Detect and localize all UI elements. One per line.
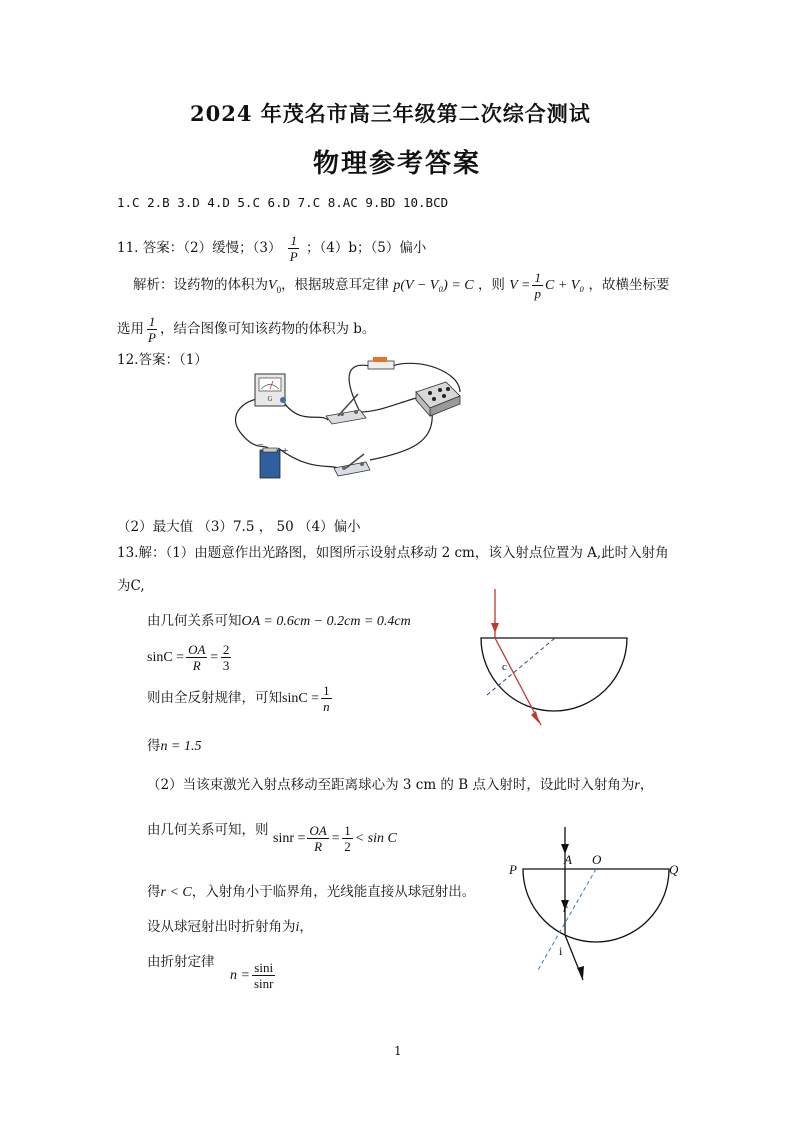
switch-lower [334,454,370,476]
q13-part2 [147,773,653,794]
q13-result [147,734,201,755]
q11-eq2-fraction: $\frac{1}{p}$ [534,270,541,301]
q13-sinC-lhs: sinC = [147,650,185,665]
angle-c-label: c [502,661,507,673]
battery-plus-label: + [282,445,289,457]
q13-geometry2 [147,818,269,838]
q13-sinr-tail: < sin C [354,831,397,846]
q13-sinr-frac2: $\frac{1}{2}$ [344,823,351,854]
q13-sinC-frac1: $\frac{OA}{R}$ [188,642,206,673]
figure-total-reflection [475,585,640,735]
q13-geometry-text: 由几何关系可知 [147,613,242,629]
q11-eq2-rhs: C + V₀ [544,278,585,293]
q12-answer: 12.答案：（1） [117,352,208,368]
q13-part2-end: ， [639,777,654,793]
q11-analysis-line2 [117,314,375,345]
exit-arrow-icon [577,966,584,978]
q11-analysis-b: ，根据玻意耳定律 [281,277,390,293]
q13-sinC-eq: = [209,650,219,665]
q13-refraction-angle [147,915,313,936]
q11-answer-text-a: 11. 答案：（2）缓慢；（3） [117,240,282,256]
q11-analysis-d: ，故横坐标要 [588,277,670,293]
q11-answer-fraction: $\frac{1}{P}$ [289,233,298,264]
rheostat [368,357,394,369]
q13-sinr-lhs: sinr = [273,831,306,846]
q13-geometry2-text: 由几何关系可知，则 [147,822,269,838]
q13-rc-a: 得 [147,884,161,900]
q13-r-less-c [147,880,475,901]
refracted-arrow-icon [531,711,539,723]
q13-total-text: 则由全反射规律，可知 [147,690,282,706]
page-number: 1 [394,1044,402,1058]
battery-minus-label: − [258,440,264,451]
q11-analysis-a: 解析：设药物的体积为 [133,277,268,293]
q13-total-frac: $\frac{1}{n}$ [323,683,330,714]
q11-eq1: p(V − V₀) = C [393,278,474,293]
q11-analysis [133,270,670,301]
q11-v0: $V_0$ [268,278,282,295]
q13-law-lhs: n = [230,968,250,983]
choice-answers: 1.C 2.B 3.D 4.D 5.C 6.D 7.C 8.AC 9.BD 10.BCD [117,195,449,210]
q12-answer2: （2）最大值 （3）7.5 ， 50 （4）偏小 [117,519,361,535]
q13-refr-i: i [295,920,300,935]
incident-arrow-icon [491,623,499,633]
q13-geometry-eq: OA = 0.6cm − 0.2cm = 0.4cm [241,614,411,629]
label-A: A [564,852,572,867]
page-title: 2024 年茂名市高三年级第二次综合测试 [190,101,591,126]
q11-answer [117,233,426,264]
q13-line1: 13.解：（1）由题意作出光路图，如图所示设射点移动 2 cm，该入射点位置为 A,此时入射角 [117,545,669,561]
q11-line2-b: ，结合图像可知该药物的体积为 b。 [159,321,376,337]
q11-line2-a: 选用 [117,321,144,337]
switch-upper [326,394,366,424]
q13-rc-b: ，入射角小于临界角，光线能直接从球冠射出。 [191,884,476,900]
refracted-ray [495,638,541,725]
label-O: O [592,852,602,867]
q13-law-label: 由折射定律 [147,954,215,970]
q13-geometry [147,609,411,630]
galvanometer [255,374,286,406]
semicircle-lens [481,638,627,711]
q11-analysis-c: ，则 [477,277,505,293]
q13-refr-a: 设从球冠射出时折射角为 [147,919,296,935]
circuit-diagram [220,352,470,487]
q13-sinr [273,823,397,854]
q13-result-eq: n = 1.5 [160,739,202,754]
q13-part2-r: r [634,778,640,793]
q13-sinr-frac1: $\frac{OA}{R}$ [309,823,327,854]
q13-line2: 为C, [117,578,145,594]
resistance-box [416,382,460,416]
label-Q: Q [669,862,679,877]
q13-sinC [147,642,233,673]
q13-total-reflection [147,683,334,714]
q13-rc-eq: r < C [160,885,192,900]
page-subtitle: 物理参考答案 [313,149,482,179]
label-i: i [559,944,563,958]
normal-line-2 [538,869,596,970]
battery [258,440,288,478]
q13-total-lhs: sinC = [282,691,320,706]
q13-refr-b: ， [299,919,313,935]
q13-result-text: 得 [147,738,161,754]
q13-sinC-frac2: $\frac{2}{3}$ [222,642,230,673]
q13-part2-text: （2）当该束激光入射点移动至距离球心为 3 cm 的 B 点入射时，设此时入射角为 [147,777,635,793]
q13-law [230,960,277,991]
q11-eq2-lhs: V = [509,278,531,293]
q13-sinr-eq: = [330,831,341,846]
q13-law-frac: $\frac{\sin i}{\sin r}$ [253,960,274,991]
figure-refraction [505,822,690,987]
label-P: P [509,862,517,877]
q11-line2-fraction: $\frac{1}{P}$ [148,314,156,345]
q11-answer-text-b: ；（4）b；（5）偏小 [306,240,427,256]
label-r: r [563,901,568,915]
semicircle-lens-2 [523,869,669,942]
galvanometer-label: G [267,395,273,403]
